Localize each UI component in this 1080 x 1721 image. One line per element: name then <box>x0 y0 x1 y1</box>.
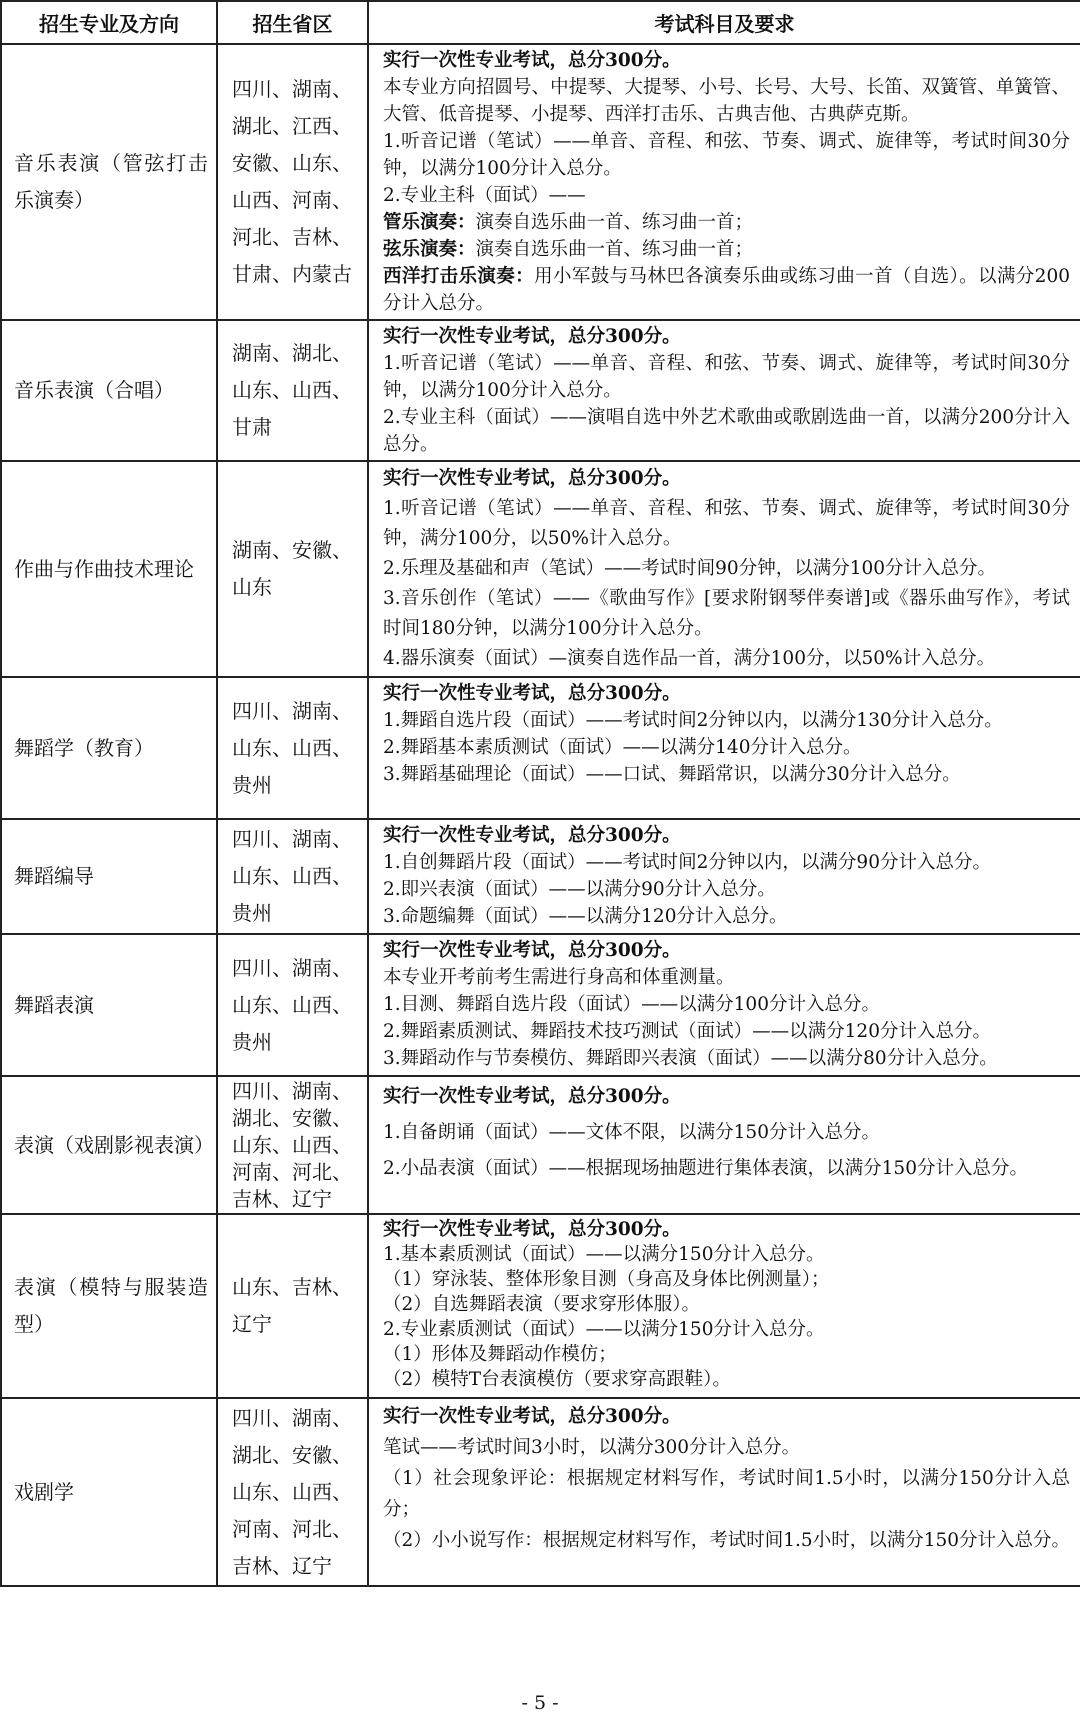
req-line: 本专业方向招圆号、中提琴、大提琴、小号、长号、大号、长笛、双簧管、单簧管、大管、低音提琴、小提琴、西洋打击乐、古典吉他、古典萨克斯。 <box>383 77 1070 125</box>
requirement-cell <box>368 677 1080 819</box>
req-line: （2）模特T台表演模仿（要求穿高跟鞋）。 <box>383 1369 731 1390</box>
requirement-cell <box>368 320 1080 461</box>
province-cell: 四川、湖南、山东、山西、贵州 <box>217 677 368 819</box>
req-line: （2）小小说写作：根据规定材料写作，考试时间1.5小时，以满分150分计入总分。 <box>383 1530 1071 1551</box>
req-line: 本专业开考前考生需进行身高和体重测量。 <box>383 967 735 988</box>
req-line: 2.专业主科（面试）——演唱自选中外艺术歌曲或歌剧选曲一首，以满分200分计入总分。 <box>383 407 1070 455</box>
req-line: 实行一次性专业考试，总分300分。 <box>383 683 681 704</box>
req-line: 实行一次性专业考试，总分300分。 <box>383 50 681 71</box>
req-line: 1.听音记谱（笔试）——单音、音程、和弦、节奏、调式、旋律等，考试时间30分钟，以满分100分计入总分。 <box>383 131 1070 179</box>
req-label: 弦乐演奏： <box>383 239 476 260</box>
req-line: 2.舞蹈素质测试、舞蹈技术技巧测试（面试）——以满分120分计入总分。 <box>383 1021 991 1042</box>
province-cell: 湖南、安徽、山东 <box>217 461 368 677</box>
req-label: 西洋打击乐演奏： <box>383 266 535 287</box>
header-major: 招生专业及方向 <box>1 1 217 44</box>
major-cell: 表演（戏剧影视表演） <box>1 1076 217 1214</box>
major-cell: 舞蹈学（教育） <box>1 677 217 819</box>
req-line: 1.自创舞蹈片段（面试）——考试时间2分钟以内，以满分90分计入总分。 <box>383 852 991 873</box>
req-text: 演奏自选乐曲一首、练习曲一首； <box>475 239 754 260</box>
req-line: 实行一次性专业考试，总分300分。 <box>383 1406 681 1427</box>
requirement-cell <box>368 1214 1080 1398</box>
req-line: （1）社会现象评论：根据规定材料写作，考试时间1.5小时，以满分150分计入总分； <box>383 1468 1070 1520</box>
province-cell: 四川、湖南、山东、山西、贵州 <box>217 934 368 1076</box>
major-cell: 舞蹈编导 <box>1 819 217 934</box>
province-cell: 山东、吉林、辽宁 <box>217 1214 368 1398</box>
province-cell: 四川、湖南、湖北、江西、安徽、山东、山西、河南、河北、吉林、甘肃、内蒙古 <box>217 44 368 320</box>
req-line: 实行一次性专业考试，总分300分。 <box>383 940 681 961</box>
req-line: 1.听音记谱（笔试）——单音、音程、和弦、节奏、调式、旋律等，考试时间30分钟，满分100分，以50%计入总分。 <box>383 498 1070 549</box>
req-line: 2.舞蹈基本素质测试（面试）——以满分140分计入总分。 <box>383 737 862 758</box>
province-cell: 湖南、湖北、山东、山西、甘肃 <box>217 320 368 461</box>
req-line <box>383 236 1070 263</box>
major-cell: 音乐表演（合唱） <box>1 320 217 461</box>
table-row <box>1 677 1080 819</box>
req-line: （2）自选舞蹈表演（要求穿形体服）。 <box>383 1294 701 1315</box>
requirement-cell <box>368 461 1080 677</box>
req-line: 1.舞蹈自选片段（面试）——考试时间2分钟以内，以满分130分计入总分。 <box>383 710 1003 731</box>
req-line: 2.即兴表演（面试）——以满分90分计入总分。 <box>383 879 776 900</box>
req-line: （1）形体及舞蹈动作模仿； <box>383 1344 617 1365</box>
major-cell: 舞蹈表演 <box>1 934 217 1076</box>
table-row <box>1 320 1080 461</box>
req-line: 实行一次性专业考试，总分300分。 <box>383 326 681 347</box>
req-line: 1.听音记谱（笔试）——单音、音程、和弦、节奏、调式、旋律等，考试时间30分钟，以满分100分计入总分。 <box>383 353 1070 401</box>
req-line: （1）穿泳装、整体形象目测（身高及身体比例测量）； <box>383 1269 830 1290</box>
table-row <box>1 1076 1080 1214</box>
table-row <box>1 44 1080 320</box>
major-cell: 表演（模特与服装造型） <box>1 1214 217 1398</box>
req-line: 实行一次性专业考试，总分300分。 <box>383 468 681 489</box>
req-label: 管乐演奏： <box>383 212 476 233</box>
req-line: 1.自备朗诵（面试）——文体不限，以满分150分计入总分。 <box>383 1122 880 1143</box>
table-header-row <box>1 1 1080 44</box>
req-text: 演奏自选乐曲一首、练习曲一首； <box>475 212 754 233</box>
requirement-cell <box>368 1076 1080 1214</box>
req-line: 3.舞蹈动作与节奏模仿、舞蹈即兴表演（面试）——以满分80分计入总分。 <box>383 1048 998 1069</box>
header-requirement: 考试科目及要求 <box>368 1 1080 44</box>
major-cell: 戏剧学 <box>1 1398 217 1586</box>
major-cell: 音乐表演（管弦打击乐演奏） <box>1 44 217 320</box>
req-line: 3.音乐创作（笔试）——《歌曲写作》[要求附钢琴伴奏谱]或《器乐曲写作》，考试时间180分钟，以满分100分计入总分。 <box>383 588 1070 639</box>
req-text: 用小军鼓与马林巴各演奏乐曲或练习曲一首（自选）。以满分200分计入总分。 <box>383 266 1070 314</box>
req-line: 2.乐理及基础和声（笔试）——考试时间90分钟，以满分100分计入总分。 <box>383 558 997 579</box>
major-cell: 作曲与作曲技术理论 <box>1 461 217 677</box>
table-row <box>1 1398 1080 1586</box>
requirement-cell <box>368 1398 1080 1586</box>
req-line: 1.目测、舞蹈自选片段（面试）——以满分100分计入总分。 <box>383 994 880 1015</box>
requirement-cell <box>368 934 1080 1076</box>
req-line: 笔试——考试时间3小时，以满分300分计入总分。 <box>383 1437 801 1458</box>
req-line: 实行一次性专业考试，总分300分。 <box>383 825 681 846</box>
header-province: 招生省区 <box>217 1 368 44</box>
requirement-cell <box>368 44 1080 320</box>
requirement-cell <box>368 819 1080 934</box>
province-cell: 四川、湖南、湖北、安徽、山东、山西、河南、河北、吉林、辽宁 <box>217 1398 368 1586</box>
req-line: 1.基本素质测试（面试）——以满分150分计入总分。 <box>383 1244 825 1265</box>
req-line: 4.器乐演奏（面试）—演奏自选作品一首，满分100分，以50%计入总分。 <box>383 648 996 669</box>
req-line <box>383 209 1070 236</box>
req-line: 3.命题编舞（面试）——以满分120分计入总分。 <box>383 906 788 927</box>
table-row <box>1 461 1080 677</box>
req-line: 2.专业主科（面试）—— <box>383 185 586 206</box>
req-line: 3.舞蹈基础理论（面试）——口试、舞蹈常识，以满分30分计入总分。 <box>383 764 961 785</box>
province-cell: 四川、湖南、湖北、安徽、山东、山西、河南、河北、吉林、辽宁 <box>217 1076 368 1214</box>
req-line <box>383 263 1070 317</box>
table-row <box>1 819 1080 934</box>
table-row <box>1 1214 1080 1398</box>
req-line: 实行一次性专业考试，总分300分。 <box>383 1086 681 1107</box>
req-line: 2.专业素质测试（面试）——以满分150分计入总分。 <box>383 1319 825 1340</box>
req-line: 实行一次性专业考试，总分300分。 <box>383 1219 681 1240</box>
province-cell: 四川、湖南、山东、山西、贵州 <box>217 819 368 934</box>
page-number: - 5 - <box>521 1692 559 1714</box>
table-row <box>1 934 1080 1076</box>
req-line: 2.小品表演（面试）——根据现场抽题进行集体表演，以满分150分计入总分。 <box>383 1158 1028 1179</box>
